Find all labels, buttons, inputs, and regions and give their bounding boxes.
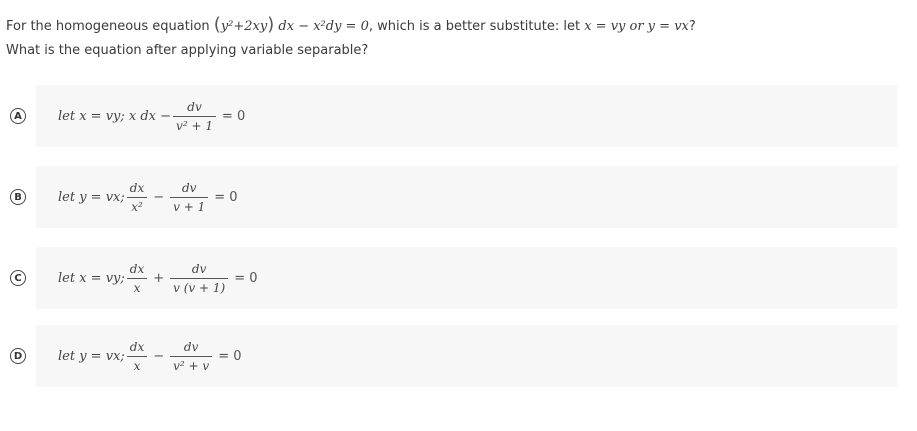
- equation-inner: y²+2xy: [220, 19, 268, 34]
- option-d-row[interactable]: [36, 325, 897, 387]
- question-line-1: [6, 14, 696, 35]
- option-b-fraction-2: [170, 181, 208, 214]
- option-c-row[interactable]: [36, 247, 897, 309]
- option-d-lead: let y = vx;: [58, 348, 125, 364]
- option-b-denominator-2: v + 1: [173, 199, 206, 214]
- option-b-expression: [58, 166, 242, 228]
- option-a-expression: [58, 85, 249, 147]
- option-c-fraction-1: [127, 262, 147, 295]
- option-a-lead: let x = vy; x dx −: [58, 108, 172, 124]
- option-c-expression: [58, 247, 261, 309]
- close-paren: ): [267, 14, 275, 35]
- option-d-numerator-2: dv: [183, 339, 199, 354]
- option-c-numerator-1: dx: [129, 261, 145, 276]
- option-b-lead: let y = vx;: [58, 189, 125, 205]
- question-end: ?: [688, 19, 696, 34]
- option-d-denominator-1: x: [133, 358, 141, 373]
- option-b-fraction-1: [127, 181, 147, 214]
- fraction-bar: [170, 278, 228, 279]
- option-d-expression: [58, 325, 245, 387]
- option-c-operator: +: [153, 270, 165, 286]
- option-d-fraction-2: [170, 340, 212, 373]
- fraction-bar: [127, 278, 147, 279]
- option-a-fraction: [173, 100, 216, 133]
- option-c-denominator-1: x: [133, 280, 141, 295]
- option-c-numerator-2: dv: [191, 261, 207, 276]
- option-d-fraction-1: [127, 340, 147, 373]
- option-c-tail: = 0: [234, 270, 258, 286]
- option-a-denominator: v² + 1: [176, 118, 213, 133]
- question-line-2: What is the equation after applying variable separable?: [6, 43, 369, 58]
- equation-rest: dx − x²dy = 0: [278, 19, 369, 34]
- option-d-badge[interactable]: D: [10, 348, 26, 364]
- option-b-numerator-2: dv: [181, 180, 197, 195]
- question-prefix: For the homogeneous equation: [6, 19, 214, 34]
- option-b-numerator-1: dx: [129, 180, 145, 195]
- option-d-tail: = 0: [218, 348, 242, 364]
- option-b-operator: −: [153, 189, 165, 205]
- open-paren: (: [213, 14, 221, 35]
- option-d-numerator-1: dx: [129, 339, 145, 354]
- option-a-row[interactable]: [36, 85, 897, 147]
- option-a-badge[interactable]: A: [10, 108, 26, 124]
- option-c-lead: let x = vy;: [58, 270, 125, 286]
- fraction-bar: [127, 356, 147, 357]
- option-c-badge[interactable]: C: [10, 270, 26, 286]
- question-suffix: , which is a better substitute: let: [368, 19, 585, 34]
- option-c-fraction-2: [170, 262, 228, 295]
- option-d-denominator-2: v² + v: [173, 358, 210, 373]
- fraction-bar: [170, 197, 208, 198]
- fraction-bar: [170, 356, 212, 357]
- option-a-tail: = 0: [221, 108, 246, 124]
- fraction-bar: [173, 116, 216, 117]
- fraction-bar: [127, 197, 147, 198]
- option-a-numerator: dv: [187, 99, 202, 114]
- option-c-denominator-2: v (v + 1): [173, 280, 226, 295]
- option-b-denominator-1: x²: [131, 199, 143, 214]
- option-b-badge[interactable]: B: [10, 189, 26, 205]
- substitution-text: x = vy or y = vx: [584, 19, 689, 34]
- option-b-row[interactable]: [36, 166, 897, 228]
- option-d-operator: −: [153, 348, 165, 364]
- option-b-tail: = 0: [214, 189, 238, 205]
